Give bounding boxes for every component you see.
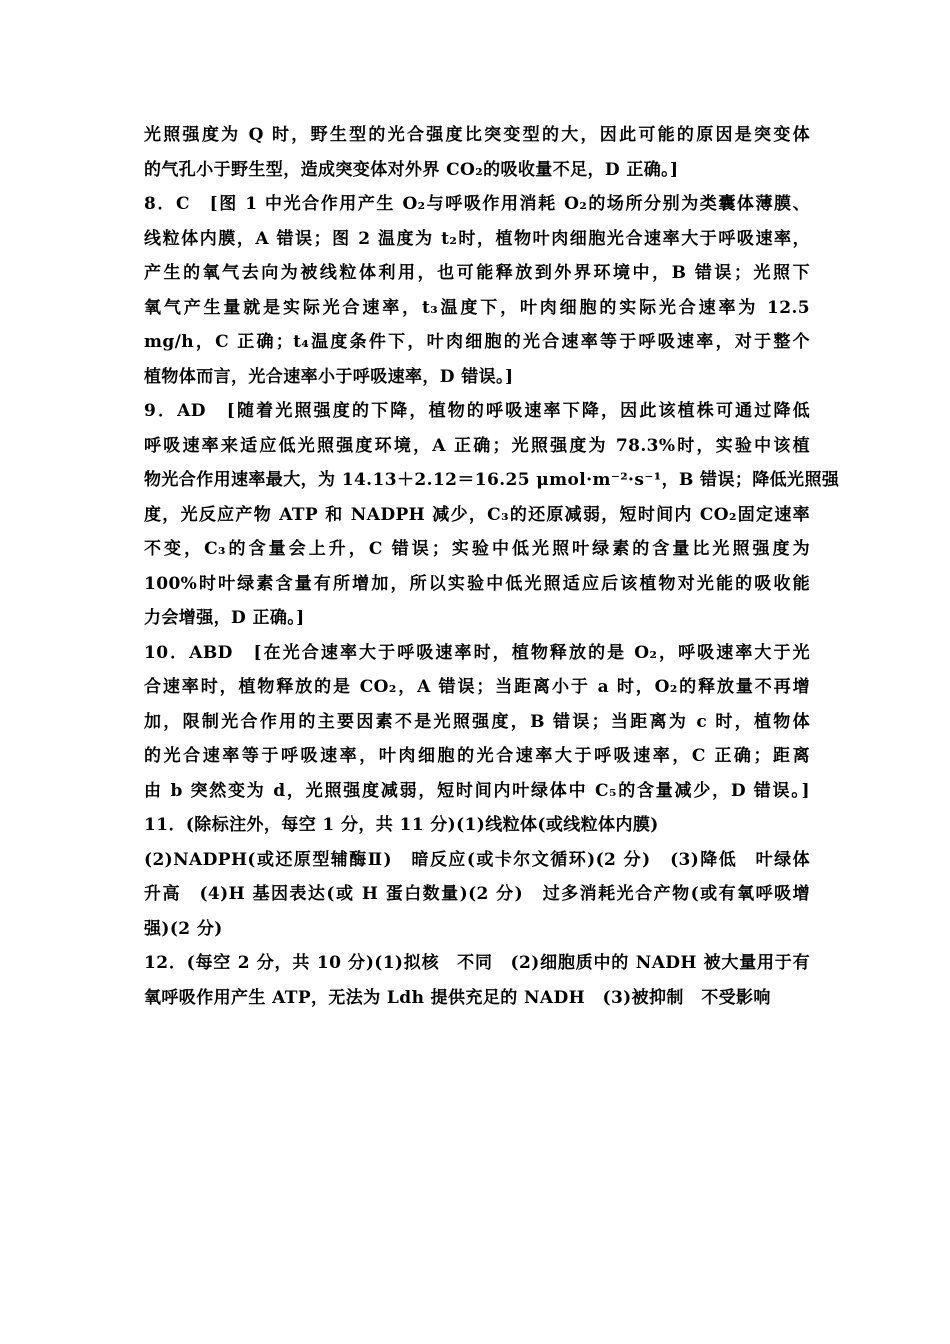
text-line: 的气孔小于野生型，造成突变体对外界 CO₂的吸收量不足，D 正确。]: [144, 159, 679, 180]
text-line: 由 b 突然变为 d，光照强度减弱，短时间内叶绿体中 C₅的含量减少，D 错误。]: [144, 780, 810, 801]
text-line: 氧气产生量就是实际光合速率，t₃温度下，叶肉细胞的实际光合速率为 12.5: [144, 297, 810, 318]
text-line: 强)(2 分): [144, 918, 223, 939]
answer-text-block: [144, 118, 840, 1015]
text-line: 光照强度为 Q 时，野生型的光合强度比突变型的大，因此可能的原因是突变体: [144, 125, 810, 145]
text-line: 植物体而言，光合速率小于呼吸速率，D 错误。]: [144, 366, 514, 387]
text-line: 加，限制光合作用的主要因素不是光照强度，B 错误；当距离为 c 时，植物体: [144, 711, 810, 732]
answer-11-line: 11．(除标注外，每空 1 分，共 11 分)(1)线粒体(或线粒体内膜): [144, 815, 659, 835]
text-line: 物光合作用速率最大，为 14.13＋2.12＝16.25 μmol·m⁻²·s⁻¹，B 错误；降低光照强: [144, 470, 840, 490]
text-line: mg/h，C 正确；t₄温度条件下，叶肉细胞的光合速率等于呼吸速率，对于整个: [144, 332, 810, 352]
text-line: 升高 (4)H 基因表达(或 H 蛋白数量)(2 分) 过多消耗光合产物(或有氧呼吸增: [144, 884, 810, 904]
text-line: 100%时叶绿素含量有所增加，所以实验中低光照适应后该植物对光能的吸收能: [144, 573, 810, 594]
text-line: 合速率时，植物释放的是 CO₂，A 错误；当距离小于 a 时，O₂的释放量不再增: [144, 677, 810, 697]
answer-10-line: 10．ABD [在光合速率大于呼吸速率时，植物释放的是 O₂，呼吸速率大于光: [144, 642, 810, 663]
text-line: 线粒体内膜，A 错误；图 2 温度为 t₂时，植物叶肉细胞光合速率大于呼吸速率，: [144, 228, 810, 249]
text-line: (2)NADPH(或还原型辅酶Ⅱ) 暗反应(或卡尔文循环)(2 分) (3)降低 叶绿体: [144, 849, 810, 870]
text-line: 氧呼吸作用产生 ATP，无法为 Ldh 提供充足的 NADH (3)被抑制 不受影响: [144, 987, 771, 1008]
text-line: 产生的氧气去向为被线粒体利用，也可能释放到外界环境中，B 错误；光照下: [144, 263, 810, 283]
answer-8-line: 8．C [图 1 中光合作用产生 O₂与呼吸作用消耗 O₂的场所分别为类囊体薄膜、: [144, 194, 810, 214]
text-line: 度，光反应产物 ATP 和 NADPH 减少，C₃的还原减弱，短时间内 CO₂固定速率: [144, 504, 810, 525]
text-line: 力会增强，D 正确。]: [144, 608, 305, 628]
answer-9-line: 9．AD [随着光照强度的下降，植物的呼吸速率下降，因此该植株可通过降低: [144, 401, 810, 421]
text-line: 呼吸速率来适应低光照强度环境，A 正确；光照强度为 78.3%时，实验中该植: [144, 435, 810, 456]
text-line: 不变，C₃的含量会上升，C 错误；实验中低光照叶绿素的含量比光照强度为: [144, 539, 810, 559]
answer-12-line: 12．(每空 2 分，共 10 分)(1)拟核 不同 (2)细胞质中的 NADH 被大量用于有: [144, 953, 810, 973]
text-line: 的光合速率等于呼吸速率，叶肉细胞的光合速率大于呼吸速率，C 正确；距离: [144, 746, 810, 766]
